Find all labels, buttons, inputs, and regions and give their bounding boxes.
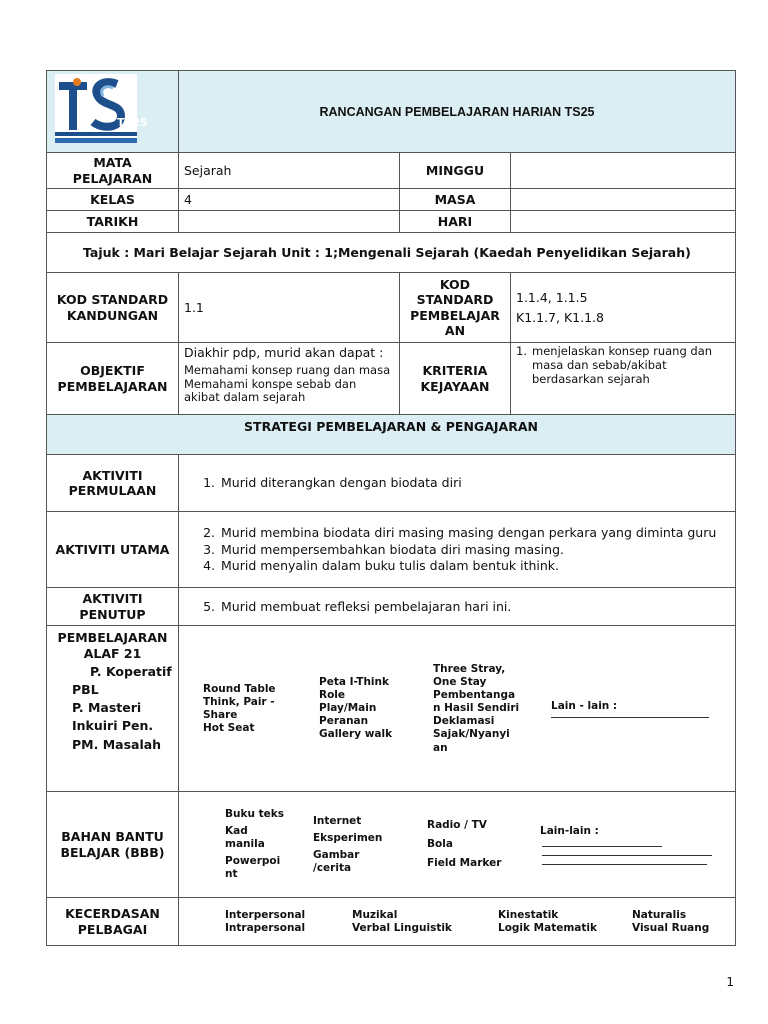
alaf21-item[interactable] [52, 718, 173, 734]
row-mata-pelajaran [47, 153, 736, 189]
bbb-lain-line-3[interactable] [542, 864, 707, 865]
checkbox-label: Three Stray, One Stay [433, 662, 506, 688]
ksp-label: KOD STANDARD PEMBELAJAR AN [400, 273, 511, 343]
masa-value[interactable] [511, 189, 736, 211]
ksp-value-2: K1.1.7, K1.1.8 [516, 310, 604, 326]
checkbox-label: Field Marker [427, 857, 502, 870]
hari-label: HARI [400, 211, 511, 233]
activity-item [191, 475, 730, 491]
checkbox-option[interactable] [293, 849, 399, 875]
alaf21-lain-line[interactable] [551, 717, 709, 718]
kecerdasan-label: KECERDASAN PELBAGAI [47, 898, 179, 946]
activity-item [191, 525, 730, 541]
alaf21-lain-label: Lain - lain : [551, 699, 618, 712]
checkbox-option[interactable] [205, 922, 326, 935]
kecerdasan-col-1 [205, 909, 326, 935]
activity-text: Murid diterangkan dengan biodata diri [221, 475, 462, 491]
objektif-item-1: Memahami konsep ruang dan masa [184, 362, 391, 377]
checkbox-option[interactable] [407, 838, 512, 851]
bbb-lain [520, 825, 720, 865]
checkbox-option[interactable] [413, 689, 523, 715]
checkbox-label: Pembentanga n Hasil Sendiri [433, 689, 520, 715]
checkbox-option[interactable] [299, 728, 405, 741]
activity-text: Murid mempersembahkan biodata diri masing masing. [221, 541, 564, 557]
checkbox-label: Peta I-Think [319, 675, 389, 688]
ksk-label: KOD STANDARD KANDUNGAN [47, 273, 179, 343]
alaf21-item-label: Inkuiri Pen. [72, 718, 154, 734]
checkbox-option[interactable] [332, 909, 472, 922]
checkbox-option[interactable] [413, 663, 523, 689]
alaf21-item[interactable] [52, 682, 173, 698]
kelas-value[interactable]: 4 [179, 189, 400, 211]
checkbox-option[interactable] [407, 819, 512, 832]
ksp-value-1: 1.1.4, 1.1.5 [516, 289, 588, 305]
checkbox-option[interactable] [299, 689, 405, 728]
checkbox-option[interactable] [478, 922, 606, 935]
checkbox-option[interactable] [478, 909, 606, 922]
mata-label: MATA PELAJARAN [47, 153, 179, 189]
logo-cell [47, 71, 179, 153]
objektif-cell[interactable] [179, 343, 400, 415]
activity-number: 3. [203, 541, 215, 557]
alaf21-col-3 [413, 663, 523, 755]
logo-25: TS25 [117, 115, 148, 129]
checkbox-label: Logik Matematik [498, 921, 597, 934]
checkbox-label: Think, Pair - Share [203, 695, 275, 721]
kecerdasan-col-4 [612, 909, 712, 935]
row-aktiviti-utama [47, 512, 736, 588]
checkbox-label: Internet [313, 814, 362, 827]
checkbox-option[interactable] [183, 696, 291, 722]
checkbox-label: Verbal Linguistik [352, 921, 452, 934]
alaf21-options [179, 626, 736, 792]
checkbox-label: Radio / TV [427, 819, 487, 832]
alaf21-cell [47, 626, 179, 792]
alaf21-label: PEMBELAJARAN ALAF 21 [57, 630, 168, 661]
checkbox-label: Hot Seat [203, 721, 255, 734]
row-kecerdasan [47, 898, 736, 946]
alaf21-col-1 [183, 683, 291, 736]
activity-number: 4. [203, 557, 215, 573]
bbb-col-1 [205, 808, 285, 882]
checkbox-label: Intrapersonal [225, 921, 306, 934]
checkbox-label: Eksperimen [313, 831, 383, 844]
activity-text: Murid menyalin dalam buku tulis dalam bentuk ithink. [221, 557, 560, 573]
activity-item [191, 599, 730, 615]
permulaan-cell[interactable] [179, 455, 736, 512]
row-kod-standard [47, 273, 736, 343]
checkbox-label: Role Play/Main Peranan [319, 689, 377, 728]
objektif-intro: Diakhir pdp, murid akan dapat : [184, 345, 384, 361]
rph-table [46, 70, 736, 946]
checkbox-option[interactable] [205, 909, 326, 922]
checkbox-option[interactable] [293, 815, 399, 828]
checkbox-option[interactable] [205, 825, 285, 851]
activity-number: 2. [203, 525, 215, 541]
alaf21-items [52, 664, 173, 753]
checkbox-label: Naturalis [632, 908, 687, 921]
bbb-label: BAHAN BANTU BELAJAR (BBB) [47, 792, 179, 898]
kriteria-text: menjelaskan konsep ruang dan masa dan sebab/akibat berdasarkan sejarah [532, 344, 713, 386]
penutup-cell[interactable] [179, 588, 736, 626]
bbb-lain-line-2[interactable] [542, 855, 712, 856]
row-aktiviti-permulaan [47, 455, 736, 512]
kriteria-item [516, 345, 730, 386]
ksk-value[interactable]: 1.1 [179, 273, 400, 343]
row-kelas [47, 189, 736, 211]
activity-item [191, 542, 730, 558]
checkbox-label: Kinestatik [498, 908, 559, 921]
alaf21-item-label: PM. Masalah [72, 736, 162, 752]
tarikh-value[interactable] [179, 211, 400, 233]
activity-text: Murid membuat refleksi pembelajaran hari ini. [221, 598, 512, 614]
row-alaf21 [47, 626, 736, 792]
checkbox-option[interactable] [612, 922, 712, 935]
activity-number: 1. [203, 475, 215, 491]
checkbox-option[interactable] [205, 855, 285, 881]
objektif-label: OBJEKTIF PEMBELAJARAN [47, 343, 179, 415]
alaf21-lain-checkbox[interactable] [531, 700, 721, 713]
kriteria-number: 1. [516, 344, 527, 359]
row-tarikh [47, 211, 736, 233]
kelas-label: KELAS [47, 189, 179, 211]
checkbox-label: Muzikal [352, 908, 398, 921]
checkbox-label: Interpersonal [225, 908, 306, 921]
penutup-label: AKTIVITI PENUTUP [47, 588, 179, 626]
alaf21-item-label: PBL [72, 681, 99, 697]
row-bbb [47, 792, 736, 898]
rph-form [46, 70, 735, 946]
checkbox-label: Kad manila [225, 825, 265, 851]
checkbox-option[interactable] [299, 676, 405, 689]
mata-value[interactable]: Sejarah [179, 153, 400, 189]
kecerdasan-col-3 [478, 909, 606, 935]
checkbox-option[interactable] [183, 722, 291, 735]
checkbox-label: Deklamasi Sajak/Nyanyi an [433, 715, 510, 754]
utama-label: AKTIVITI UTAMA [47, 512, 179, 588]
strategi-title: STRATEGI PEMBELAJARAN & PENGAJARAN [47, 415, 736, 455]
alaf21-item[interactable] [52, 700, 173, 716]
checkbox-option[interactable] [293, 832, 399, 845]
permulaan-label: AKTIVITI PERMULAAN [47, 455, 179, 512]
penutup-list [191, 599, 730, 615]
masa-label: MASA [400, 189, 511, 211]
minggu-value[interactable] [511, 153, 736, 189]
title-row [47, 71, 736, 153]
alaf21-item[interactable] [52, 737, 173, 753]
tarikh-label: TARIKH [47, 211, 179, 233]
utama-list [191, 525, 730, 574]
bbb-col-2 [293, 815, 399, 876]
bbb-lain-checkbox[interactable] [520, 825, 720, 838]
kriteria-cell[interactable] [511, 343, 736, 415]
ts25-logo-icon [47, 72, 177, 149]
alaf21-col-2 [299, 676, 405, 742]
checkbox-label: Round Table [203, 682, 276, 695]
bbb-col-3 [407, 819, 512, 870]
activity-item [191, 558, 730, 574]
checkbox-option[interactable] [332, 922, 472, 935]
alaf21-lain [531, 700, 721, 718]
checkbox-option[interactable] [183, 683, 291, 696]
row-tajuk [47, 233, 736, 273]
row-strategi [47, 415, 736, 455]
alaf21-item[interactable] [70, 664, 173, 680]
checkbox-label: Buku teks [225, 807, 284, 820]
ksp-values[interactable] [511, 273, 736, 343]
bbb-lain-line-1[interactable] [542, 846, 662, 847]
hari-value[interactable] [511, 211, 736, 233]
checkbox-option[interactable] [407, 857, 512, 870]
checkbox-option[interactable] [205, 808, 285, 821]
permulaan-list [191, 475, 730, 491]
objektif-item-2: Memahami konspe sebab dan akibat dalam sejarah [184, 376, 357, 405]
alaf21-item-label: P. Koperatif [90, 663, 172, 679]
bbb-options [179, 792, 736, 898]
page-number: 1 [726, 975, 734, 989]
tajuk-text[interactable]: Tajuk : Mari Belajar Sejarah Unit : 1;Mengenali Sejarah (Kaedah Penyelidikan Sejarah) [47, 233, 736, 273]
kriteria-label: KRITERIA KEJAYAAN [400, 343, 511, 415]
checkbox-option[interactable] [612, 909, 712, 922]
row-aktiviti-penutup [47, 588, 736, 626]
kecerdasan-col-2 [332, 909, 472, 935]
page-title: RANCANGAN PEMBELAJARAN HARIAN TS25 [179, 71, 736, 153]
kecerdasan-options [179, 898, 736, 946]
utama-cell[interactable] [179, 512, 736, 588]
checkbox-label: Gambar /cerita [313, 848, 360, 874]
minggu-label: MINGGU [400, 153, 511, 189]
checkbox-option[interactable] [413, 715, 523, 754]
checkbox-label: Bola [427, 838, 453, 851]
checkbox-label: Powerpoi nt [225, 855, 281, 881]
row-objektif [47, 343, 736, 415]
alaf21-item-label: P. Masteri [72, 700, 142, 715]
checkbox-label: Visual Ruang [632, 921, 710, 934]
activity-text: Murid membina biodata diri masing masing dengan perkara yang diminta guru [221, 525, 717, 541]
activity-number: 5. [203, 598, 215, 614]
checkbox-label: Gallery walk [319, 728, 393, 741]
bbb-lain-label: Lain-lain : [540, 824, 599, 837]
